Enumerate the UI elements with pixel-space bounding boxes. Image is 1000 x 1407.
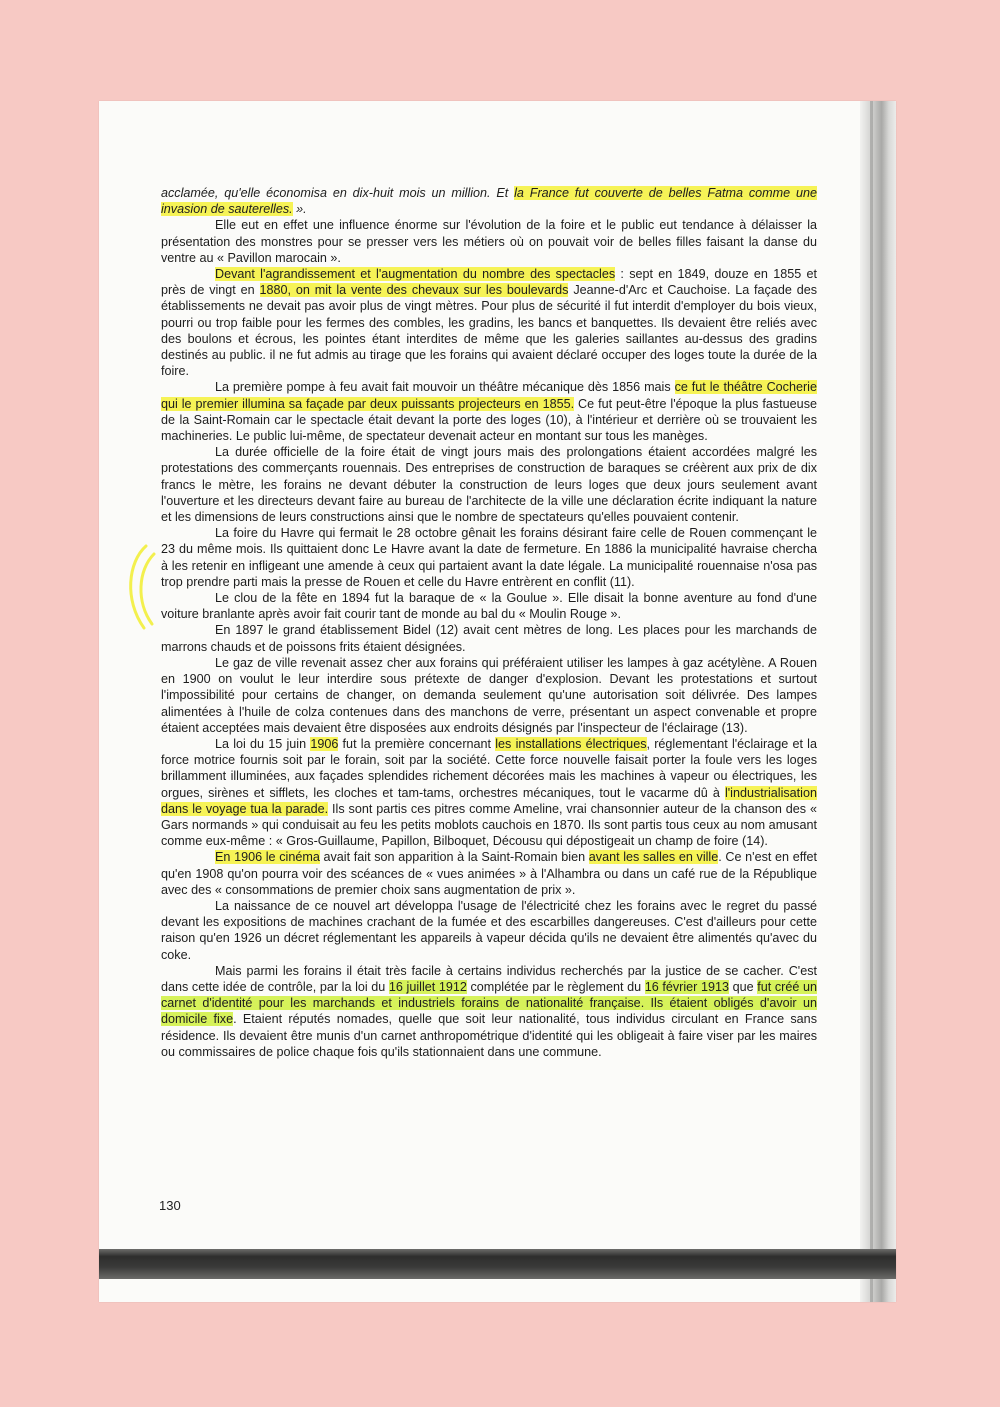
text-run: fut la première concernant — [338, 736, 496, 751]
text-run: que — [729, 979, 758, 994]
text-run: Elle eut en effet une influence énorme sur l'évolution de la foire et le public eut tendance à délaisser la présentation des monstres pour se presser vers les métiers où on pouvait voir de belles filles faisant la danse du ventre au « Pavillon marocain ». — [161, 218, 817, 265]
text-run: La foire du Havre qui fermait le 28 octobre gênait les forains désirant faire celle de Rouen commençant le 23 du même mois. Ils quittaient donc Le Havre avant la date de fermeture. En 1886 la municipalité havraise chercha à les retenir en infligeant une amende à ceux qui partaient avant la date légale. La municipalité rouennaise n'osa pas trop prendre parti mais la presse de Rouen et celle du Havre entrèrent en conflit (11). — [161, 526, 817, 589]
paragraph — [161, 736, 817, 849]
page-number: 130 — [159, 1198, 181, 1213]
text-run: Ce fut peut-être l'époque la plus fastueuse de la Saint-Romain car le spectacle était devant la porte des loges (10), à l'intérieur et derrière où se trouvaient les machineries. Le public lui-même, de spectateur devenait acteur en montant sur tous les manèges. — [161, 396, 817, 444]
highlight-yellow: En 1906 le cinéma — [215, 850, 320, 865]
paragraph — [161, 849, 817, 898]
text-run: : sept en 1849, douze en 1855 et près de vingt en — [161, 267, 817, 298]
text-run: complétée par le règlement du — [466, 979, 645, 994]
text-run: ». — [292, 202, 307, 217]
paragraph — [161, 266, 817, 379]
paragraph — [161, 444, 817, 525]
highlight-green: fut créé un carnet d'identité pour les marchands et industriels forains de nationalité française. Ils étaient obligés d'avoir un domicile fixe — [161, 979, 817, 1027]
highlight-green: 16 février 1913 — [644, 979, 729, 994]
document-body — [161, 185, 817, 1060]
margin-mark-outer — [131, 546, 146, 628]
text-run: avait fait son apparition à la Saint-Romain bien — [319, 850, 589, 865]
paragraph — [161, 963, 817, 1060]
highlight-yellow: les installations électriques — [495, 736, 647, 751]
text-run: La loi du 15 juin — [215, 736, 311, 751]
text-run: Le gaz de ville revenait assez cher aux forains qui préféraient utiliser les lampes à gaz acétylène. A Rouen en 1900 on voulut le leur interdire sous prétexte de danger d'explosion. Devant les protestations et surtout l'impossibilité pour certains de changer, on demanda seulement qu'une autorisation soit délivrée. Des lampes alimentées à l'huile de colza contenues dans des manchons de verre, présentant un aspect convenable et propre étaient acceptées mais devaient être disposées aux endroits désignés par l'inspecteur de l'éclairage (13). — [161, 655, 817, 735]
text-run: , réglementant l'éclairage et la force motrice fournis soit par le forain, soit par la société. Cette force nouvelle faisait porter la foule vers les loges brillamment illuminées, aux façades splendides richement décorées mais les machines à vapeur ou électriques, les orgues, sirènes et sifflets, les cloches et tam-tams, orchestres mécaniques, tout le vacarme dû à — [161, 736, 817, 800]
text-run: La durée officielle de la foire était de vingt jours mais des prolongations étaient accordées malgré les protestations des commerçants rouennais. Des entreprises de construction de baraques se créèrent aux prix de dix francs le mètre, les forains ne devant débuter la construction de leurs loges que deux jours seulement avant l'ouverture et les directeurs devant faire au bureau de l'architecte de la ville une déclaration écrite indiquant la nature et les dimensions de leurs constructions ainsi que le nombre de spectateurs qu'elles pouvaient contenir. — [161, 445, 817, 525]
paragraph — [161, 655, 817, 736]
text-run: . Etaient réputés nomades, quelle que soit leur nationalité, tous individus circulant en France sans résidence. Ils devaient être munis d'un carnet anthropométrique d'identité qui les obligeait à faire viser par les maires ou commissaires de police chaque fois qu'ils stationnaient dans une commune. — [161, 1012, 817, 1059]
margin-mark-inner — [141, 554, 154, 624]
margin-bracket-marks — [110, 540, 160, 635]
paragraph — [161, 217, 817, 266]
text-run: Mais parmi les forains il était très facile à certains individus recherchés par la justice de se cacher. C'est dans cette idée de contrôle, par la loi du — [161, 963, 817, 994]
scan-shadow-edge — [860, 101, 896, 1302]
paragraph — [161, 525, 817, 590]
highlight-green: 16 juillet 1912 — [388, 979, 467, 994]
highlight-yellow: l'industrialisation dans le voyage tua la parade. — [161, 785, 817, 816]
paragraph — [161, 590, 817, 622]
scan-bottom-bar — [99, 1249, 896, 1279]
highlight-yellow: avant les salles en ville — [588, 850, 719, 865]
paragraph — [161, 379, 817, 444]
highlight-yellow: 1906 — [310, 736, 339, 751]
paragraph — [161, 622, 817, 654]
text-run: En 1897 le grand établissement Bidel (12) avait cent mètres de long. Les places pour les marchands de marrons chauds et de poissons frits étaient désignées. — [161, 623, 817, 654]
text-run: . Ce n'est en effet qu'en 1908 qu'on pourra voir des scéances de « vues animées » à l'Alhambra ou dans un café rue de la République avec des « consommations de premier choix sans augmentation de prix ». — [161, 850, 818, 897]
highlight-yellow: ce fut le théâtre Cocherie qui le premier illumina sa façade par deux puissants projecteurs en 1855. — [161, 380, 817, 411]
text-run: La première pompe à feu avait fait mouvoir un théâtre mécanique dès 1856 mais — [215, 380, 675, 395]
text-run: Le clou de la fête en 1894 fut la baraque de « la Goulue ». Elle disait la bonne aventure au fond d'une voiture branlante après avoir fait courir tant de monde au bal du « Moulin Rouge ». — [161, 591, 817, 622]
text-run: acclamée, qu'elle économisa en dix-huit mois un million. Et — [161, 186, 515, 200]
scanned-page — [99, 101, 896, 1302]
highlight-yellow: la France fut couverte de belles Fatma comme une invasion de sauterelles. — [161, 186, 817, 217]
highlight-yellow: 1880, on mit la vente des chevaux sur les boulevards — [259, 283, 569, 298]
paragraph — [161, 898, 817, 963]
text-run: Jeanne-d'Arc et Cauchoise. La façade des établissements ne devait pas avoir plus de vingt mètres. Pour plus de sécurité il fut interdit d'employer du bois vieux, pourri ou trop faible pour les fermes des combles, les gradins, les bancs et banquettes. Ils devaient être reliés avec des boulons et écrous, les pointes étant interdites de même que les galeries saillantes au-dessus des gradins destinés au public. il ne fut admis au tirage que les forains qui avaient déclaré occuper des loges toute la durée de la foire. — [161, 283, 818, 379]
paragraph — [161, 185, 817, 217]
text-run: La naissance de ce nouvel art développa l'usage de l'électricité chez les forains avec le regret du passé devant les expositions de machines crachant de la fumée et des escarbilles dangereuses. C'est d'ailleurs pour cette raison qu'en 1926 un décret réglementant les appareils à vapeur décida qu'ils ne devaient être alimentés qu'avec du coke. — [161, 898, 817, 962]
highlight-yellow: Devant l'agrandissement et l'augmentation du nombre des spectacles — [215, 267, 616, 282]
text-run: Ils sont partis ces pitres comme Ameline, vrai chansonnier auteur de la chanson des « Gars normands » qui conduisait au feu les petits moblots cauchois en 1870. Ils sont partis tous ceux au nom amusant comme eux-même : « Gros-Guillaume, Papillon, Bilboquet, Décousu qui dépostigeait un champ de foire (14). — [161, 801, 817, 849]
